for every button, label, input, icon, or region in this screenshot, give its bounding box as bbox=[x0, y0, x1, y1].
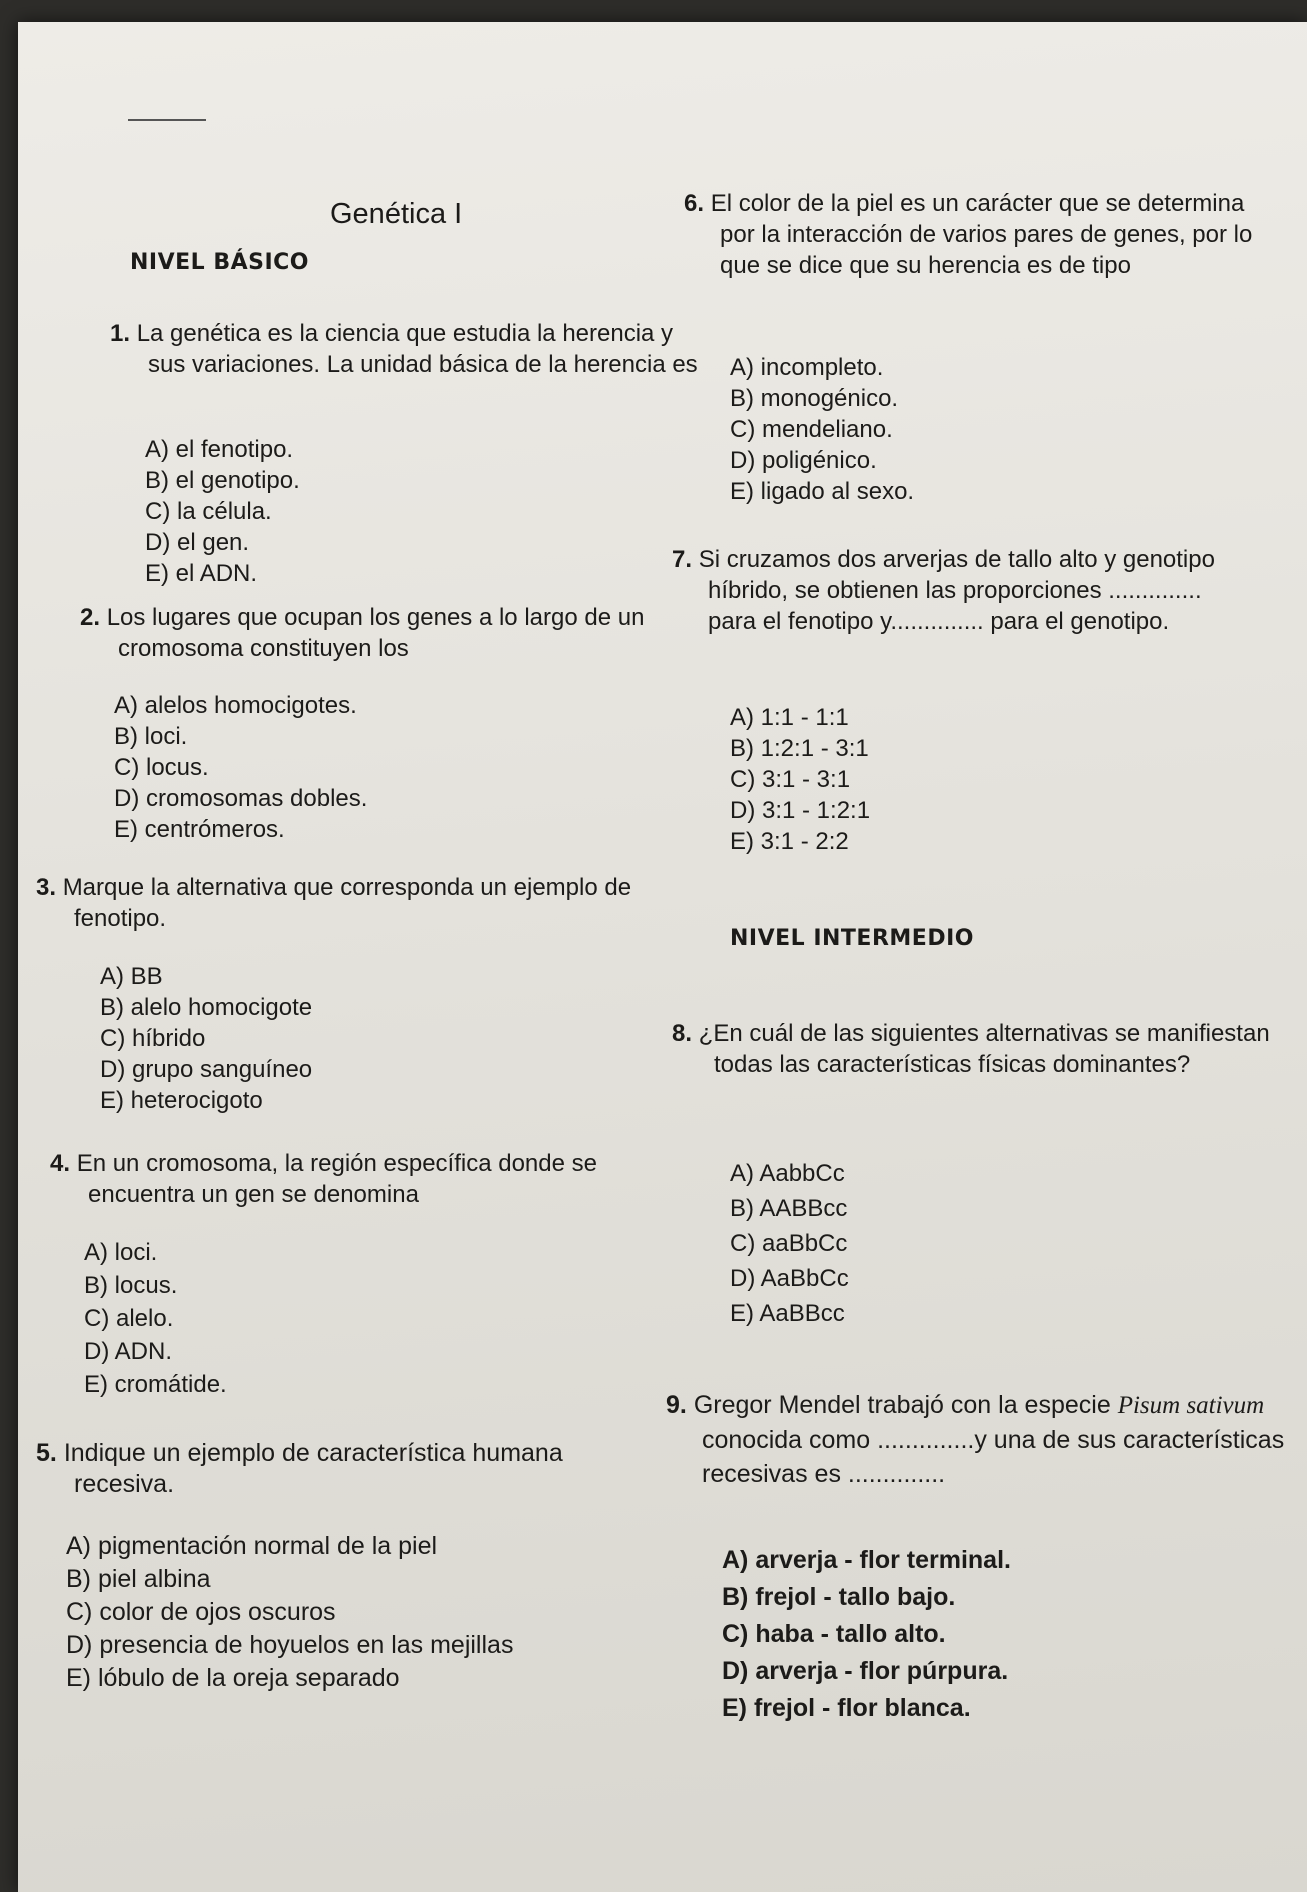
option-b: B) frejol - tallo bajo. bbox=[722, 1583, 956, 1611]
option-c: C) mendeliano. bbox=[730, 416, 893, 443]
question-text: Gregor Mendel trabajó con la especie bbox=[693, 1391, 1111, 1419]
question-5 bbox=[36, 1438, 604, 1500]
question-number: 2. bbox=[80, 604, 101, 631]
option-d: D) 3:1 - 1:2:1 bbox=[730, 797, 871, 824]
option-b: B) el genotipo. bbox=[145, 467, 300, 494]
options-3 bbox=[100, 961, 312, 1116]
question-number: 9. bbox=[666, 1391, 687, 1419]
worksheet-page bbox=[18, 22, 1307, 1892]
question-8 bbox=[672, 1018, 1274, 1080]
option-d: D) AaBbCc bbox=[730, 1265, 849, 1292]
level-basic-heading: NIVEL BÁSICO bbox=[130, 250, 310, 275]
option-d: D) grupo sanguíneo bbox=[100, 1056, 313, 1083]
options-1 bbox=[145, 434, 300, 589]
option-a: A) arverja - flor terminal. bbox=[722, 1546, 1011, 1574]
question-number: 7. bbox=[672, 546, 693, 573]
option-a: A) incompleto. bbox=[730, 354, 884, 381]
option-e: E) AaBBcc bbox=[730, 1300, 845, 1327]
question-9 bbox=[666, 1388, 1292, 1491]
option-d: D) ADN. bbox=[84, 1338, 173, 1365]
option-a: A) 1:1 - 1:1 bbox=[730, 704, 849, 731]
options-2 bbox=[114, 690, 367, 845]
option-c: C) locus. bbox=[114, 754, 209, 781]
question-number: 6. bbox=[684, 190, 705, 217]
options-4 bbox=[84, 1236, 227, 1401]
option-d: D) presencia de hoyuelos en las mejillas bbox=[66, 1631, 514, 1659]
option-e: E) 3:1 - 2:2 bbox=[730, 828, 849, 855]
question-7 bbox=[672, 544, 1248, 637]
level-intermediate-heading: NIVEL INTERMEDIO bbox=[730, 926, 974, 951]
option-d: D) el gen. bbox=[145, 529, 250, 556]
question-text: Indique un ejemplo de característica humana recesiva. bbox=[63, 1439, 563, 1498]
question-text: El color de la piel es un carácter que se determina por la interacción de varios pares de genes, por lo que se dice que su herencia es de tipo bbox=[710, 190, 1253, 279]
option-b: B) 1:2:1 - 3:1 bbox=[730, 735, 869, 762]
page-title: Genética I bbox=[330, 198, 463, 230]
option-e: E) ligado al sexo. bbox=[730, 478, 915, 505]
option-a: A) alelos homocigotes. bbox=[114, 692, 357, 719]
options-7 bbox=[730, 702, 870, 857]
option-e: E) cromátide. bbox=[84, 1371, 227, 1398]
option-c: C) 3:1 - 3:1 bbox=[730, 766, 851, 793]
question-2 bbox=[80, 602, 678, 664]
option-e: E) lóbulo de la oreja separado bbox=[66, 1664, 400, 1692]
question-number: 8. bbox=[672, 1020, 693, 1047]
option-a: A) pigmentación normal de la piel bbox=[66, 1532, 438, 1560]
option-a: A) el fenotipo. bbox=[145, 436, 294, 463]
question-4 bbox=[50, 1148, 648, 1210]
question-1 bbox=[110, 318, 708, 380]
option-a: A) loci. bbox=[84, 1239, 158, 1266]
options-9 bbox=[722, 1542, 1011, 1727]
options-6 bbox=[730, 352, 914, 507]
option-b: B) loci. bbox=[114, 723, 188, 750]
question-number: 4. bbox=[50, 1150, 71, 1177]
option-e: E) centrómeros. bbox=[114, 816, 285, 843]
question-text: Marque la alternativa que corresponda un ejemplo de fenotipo. bbox=[62, 874, 632, 932]
option-c: C) haba - tallo alto. bbox=[722, 1620, 946, 1648]
option-b: B) locus. bbox=[84, 1272, 178, 1299]
question-text: ¿En cuál de las siguientes alternativas se manifiestan todas las características físicas dominantes? bbox=[698, 1020, 1270, 1078]
question-number: 5. bbox=[36, 1439, 57, 1467]
option-a: A) BB bbox=[100, 963, 163, 990]
options-5 bbox=[66, 1530, 513, 1695]
question-number: 3. bbox=[36, 874, 57, 901]
question-number: 1. bbox=[110, 320, 131, 347]
option-a: A) AabbCc bbox=[730, 1160, 845, 1187]
option-e: E) frejol - flor blanca. bbox=[722, 1694, 971, 1722]
option-d: D) arverja - flor púrpura. bbox=[722, 1657, 1009, 1685]
option-b: B) monogénico. bbox=[730, 385, 899, 412]
option-d: D) cromosomas dobles. bbox=[114, 785, 368, 812]
option-c: C) híbrido bbox=[100, 1025, 206, 1052]
option-b: B) AABBcc bbox=[730, 1195, 848, 1222]
question-3 bbox=[36, 872, 634, 934]
option-c: C) alelo. bbox=[84, 1305, 174, 1332]
option-b: B) piel albina bbox=[66, 1565, 211, 1593]
species-name: Pisum sativum bbox=[1117, 1392, 1265, 1419]
option-d: D) poligénico. bbox=[730, 447, 877, 474]
divider-line bbox=[128, 119, 206, 121]
question-text-cont: conocida como ..............y una de sus características recesivas es .............. bbox=[702, 1426, 1285, 1488]
option-c: C) aaBbCc bbox=[730, 1230, 848, 1257]
option-c: C) color de ojos oscuros bbox=[66, 1598, 336, 1626]
option-c: C) la célula. bbox=[145, 498, 272, 525]
question-text: La genética es la ciencia que estudia la herencia y sus variaciones. La unidad básica de la herencia es bbox=[136, 320, 698, 378]
question-text: En un cromosoma, la región específica donde se encuentra un gen se denomina bbox=[76, 1150, 597, 1208]
question-text: Si cruzamos dos arverjas de tallo alto y genotipo híbrido, se obtienen las proporciones .............. para el fenotipo y.............. para el genotipo. bbox=[698, 546, 1215, 635]
option-e: E) heterocigoto bbox=[100, 1087, 263, 1114]
question-6 bbox=[684, 188, 1270, 281]
options-8 bbox=[730, 1156, 849, 1331]
option-e: E) el ADN. bbox=[145, 560, 258, 587]
question-text: Los lugares que ocupan los genes a lo largo de un cromosoma constituyen los bbox=[106, 604, 645, 662]
option-b: B) alelo homocigote bbox=[100, 994, 313, 1021]
